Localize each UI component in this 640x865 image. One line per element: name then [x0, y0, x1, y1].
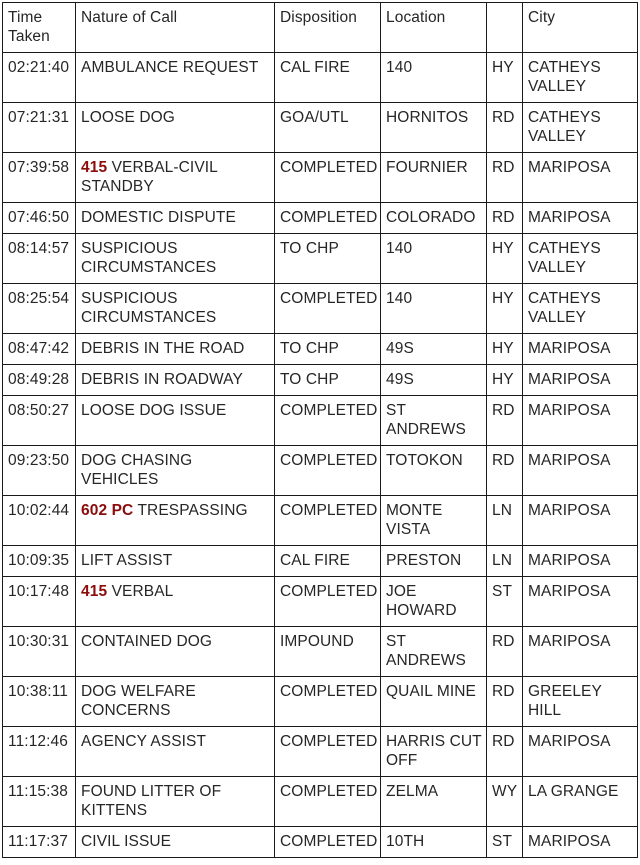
nature-text: CONTAINED DOG	[81, 633, 213, 650]
nature-text: CIVIL ISSUE	[81, 833, 172, 850]
table-row	[3, 496, 638, 546]
time-cell: 07:21:31	[3, 103, 76, 153]
nature-cell	[76, 496, 275, 546]
city-cell: CATHEYS VALLEY	[523, 234, 638, 284]
location-cell: JOE HOWARD	[381, 577, 487, 627]
nature-text: SUSPICIOUS CIRCUMSTANCES	[81, 290, 217, 326]
road-suffix-cell: HY	[487, 53, 523, 103]
disposition-cell: COMPLETED	[275, 827, 381, 858]
city-cell: MARIPOSA	[523, 827, 638, 858]
city-cell: MARIPOSA	[523, 365, 638, 396]
road-suffix-cell: RD	[487, 203, 523, 234]
time-cell: 11:17:37	[3, 827, 76, 858]
disposition-cell: COMPLETED	[275, 153, 381, 203]
nature-cell	[76, 546, 275, 577]
disposition-cell: GOA/UTL	[275, 103, 381, 153]
nature-cell	[76, 627, 275, 677]
time-cell: 08:14:57	[3, 234, 76, 284]
time-cell: 11:15:38	[3, 777, 76, 827]
city-cell: MARIPOSA	[523, 334, 638, 365]
city-cell: CATHEYS VALLEY	[523, 284, 638, 334]
nature-text: AGENCY ASSIST	[81, 733, 207, 750]
city-cell: MARIPOSA	[523, 203, 638, 234]
time-cell: 08:50:27	[3, 396, 76, 446]
location-cell: ST ANDREWS	[381, 627, 487, 677]
road-suffix-cell: HY	[487, 365, 523, 396]
city-cell: CATHEYS VALLEY	[523, 103, 638, 153]
nature-text: DEBRIS IN ROADWAY	[81, 371, 243, 388]
nature-cell	[76, 53, 275, 103]
table-row	[3, 777, 638, 827]
location-cell: 49S	[381, 365, 487, 396]
time-cell: 07:39:58	[3, 153, 76, 203]
nature-text: TRESPASSING	[137, 502, 248, 519]
road-suffix-cell: RD	[487, 627, 523, 677]
time-cell: 02:21:40	[3, 53, 76, 103]
table-row	[3, 727, 638, 777]
disposition-cell: TO CHP	[275, 365, 381, 396]
time-cell: 10:17:48	[3, 577, 76, 627]
road-suffix-cell: HY	[487, 334, 523, 365]
disposition-cell: COMPLETED	[275, 577, 381, 627]
nature-text: LOOSE DOG ISSUE	[81, 402, 227, 419]
table-row	[3, 103, 638, 153]
header-nature-of-call: Nature of Call	[76, 3, 275, 53]
disposition-cell: COMPLETED	[275, 396, 381, 446]
nature-cell	[76, 203, 275, 234]
nature-cell	[76, 334, 275, 365]
location-cell: 49S	[381, 334, 487, 365]
nature-text: DEBRIS IN THE ROAD	[81, 340, 245, 357]
location-cell: TOTOKON	[381, 446, 487, 496]
location-cell: 140	[381, 53, 487, 103]
table-row	[3, 284, 638, 334]
nature-text: VERBAL-CIVIL STANDBY	[81, 159, 218, 195]
road-suffix-cell: RD	[487, 103, 523, 153]
table-row	[3, 396, 638, 446]
city-cell: MARIPOSA	[523, 627, 638, 677]
disposition-cell: COMPLETED	[275, 727, 381, 777]
nature-text: LIFT ASSIST	[81, 552, 173, 569]
disposition-cell: COMPLETED	[275, 677, 381, 727]
table-row	[3, 234, 638, 284]
table-row	[3, 677, 638, 727]
location-cell: HORNITOS	[381, 103, 487, 153]
nature-cell	[76, 777, 275, 827]
table-row	[3, 546, 638, 577]
time-cell: 10:30:31	[3, 627, 76, 677]
time-cell: 08:47:42	[3, 334, 76, 365]
nature-cell	[76, 103, 275, 153]
city-cell: MARIPOSA	[523, 577, 638, 627]
call-log-table	[2, 2, 638, 858]
city-cell: MARIPOSA	[523, 496, 638, 546]
time-cell: 10:02:44	[3, 496, 76, 546]
road-suffix-cell: WY	[487, 777, 523, 827]
header-city: City	[523, 3, 638, 53]
road-suffix-cell: ST	[487, 577, 523, 627]
nature-text: DOMESTIC DISPUTE	[81, 209, 236, 226]
location-cell: ST ANDREWS	[381, 396, 487, 446]
disposition-cell: COMPLETED	[275, 284, 381, 334]
location-cell: 140	[381, 284, 487, 334]
nature-cell	[76, 153, 275, 203]
road-suffix-cell: ST	[487, 827, 523, 858]
disposition-cell: COMPLETED	[275, 446, 381, 496]
location-cell: HARRIS CUT OFF	[381, 727, 487, 777]
disposition-cell: COMPLETED	[275, 777, 381, 827]
nature-text: LOOSE DOG	[81, 109, 175, 126]
time-cell: 08:49:28	[3, 365, 76, 396]
header-disposition: Disposition	[275, 3, 381, 53]
nature-text: VERBAL	[111, 583, 174, 600]
disposition-cell: CAL FIRE	[275, 546, 381, 577]
table-row	[3, 153, 638, 203]
road-suffix-cell: RD	[487, 727, 523, 777]
time-cell: 11:12:46	[3, 727, 76, 777]
city-cell: MARIPOSA	[523, 446, 638, 496]
nature-text: DOG CHASING VEHICLES	[81, 452, 193, 488]
nature-text: AMBULANCE REQUEST	[81, 59, 259, 76]
location-cell: COLORADO	[381, 203, 487, 234]
nature-cell	[76, 284, 275, 334]
time-cell: 10:09:35	[3, 546, 76, 577]
location-cell: FOURNIER	[381, 153, 487, 203]
nature-cell	[76, 446, 275, 496]
disposition-cell: TO CHP	[275, 234, 381, 284]
location-cell: 140	[381, 234, 487, 284]
nature-text: DOG WELFARE CONCERNS	[81, 683, 196, 719]
nature-cell	[76, 727, 275, 777]
time-cell: 09:23:50	[3, 446, 76, 496]
code-label: 415	[81, 583, 108, 600]
nature-cell	[76, 677, 275, 727]
code-label: 602 PC	[81, 502, 134, 519]
road-suffix-cell: RD	[487, 677, 523, 727]
table-body	[3, 53, 638, 858]
location-cell: PRESTON	[381, 546, 487, 577]
road-suffix-cell: LN	[487, 496, 523, 546]
road-suffix-cell: RD	[487, 446, 523, 496]
location-cell: ZELMA	[381, 777, 487, 827]
header-suffix	[487, 3, 523, 53]
nature-cell	[76, 827, 275, 858]
table-row	[3, 53, 638, 103]
time-cell: 10:38:11	[3, 677, 76, 727]
city-cell: CATHEYS VALLEY	[523, 53, 638, 103]
road-suffix-cell: RD	[487, 396, 523, 446]
time-cell: 08:25:54	[3, 284, 76, 334]
road-suffix-cell: LN	[487, 546, 523, 577]
location-cell: 10TH	[381, 827, 487, 858]
disposition-cell: COMPLETED	[275, 203, 381, 234]
table-row	[3, 203, 638, 234]
table-row	[3, 446, 638, 496]
nature-cell	[76, 396, 275, 446]
disposition-cell: CAL FIRE	[275, 53, 381, 103]
road-suffix-cell: HY	[487, 234, 523, 284]
nature-cell	[76, 234, 275, 284]
city-cell: GREELEY HILL	[523, 677, 638, 727]
city-cell: LA GRANGE	[523, 777, 638, 827]
nature-text: FOUND LITTER OF KITTENS	[81, 783, 222, 819]
road-suffix-cell: HY	[487, 284, 523, 334]
city-cell: MARIPOSA	[523, 153, 638, 203]
nature-cell	[76, 365, 275, 396]
road-suffix-cell: RD	[487, 153, 523, 203]
location-cell: QUAIL MINE	[381, 677, 487, 727]
time-cell: 07:46:50	[3, 203, 76, 234]
city-cell: MARIPOSA	[523, 546, 638, 577]
nature-cell	[76, 577, 275, 627]
table-row	[3, 365, 638, 396]
table-row	[3, 627, 638, 677]
header-location: Location	[381, 3, 487, 53]
table-row	[3, 334, 638, 365]
disposition-cell: TO CHP	[275, 334, 381, 365]
header-time-taken: Time Taken	[3, 3, 76, 53]
table-row	[3, 577, 638, 627]
location-cell: MONTE VISTA	[381, 496, 487, 546]
disposition-cell: IMPOUND	[275, 627, 381, 677]
nature-text: SUSPICIOUS CIRCUMSTANCES	[81, 240, 217, 276]
code-label: 415	[81, 159, 108, 176]
city-cell: MARIPOSA	[523, 727, 638, 777]
table-row	[3, 827, 638, 858]
city-cell: MARIPOSA	[523, 396, 638, 446]
header-row	[3, 3, 638, 53]
disposition-cell: COMPLETED	[275, 496, 381, 546]
